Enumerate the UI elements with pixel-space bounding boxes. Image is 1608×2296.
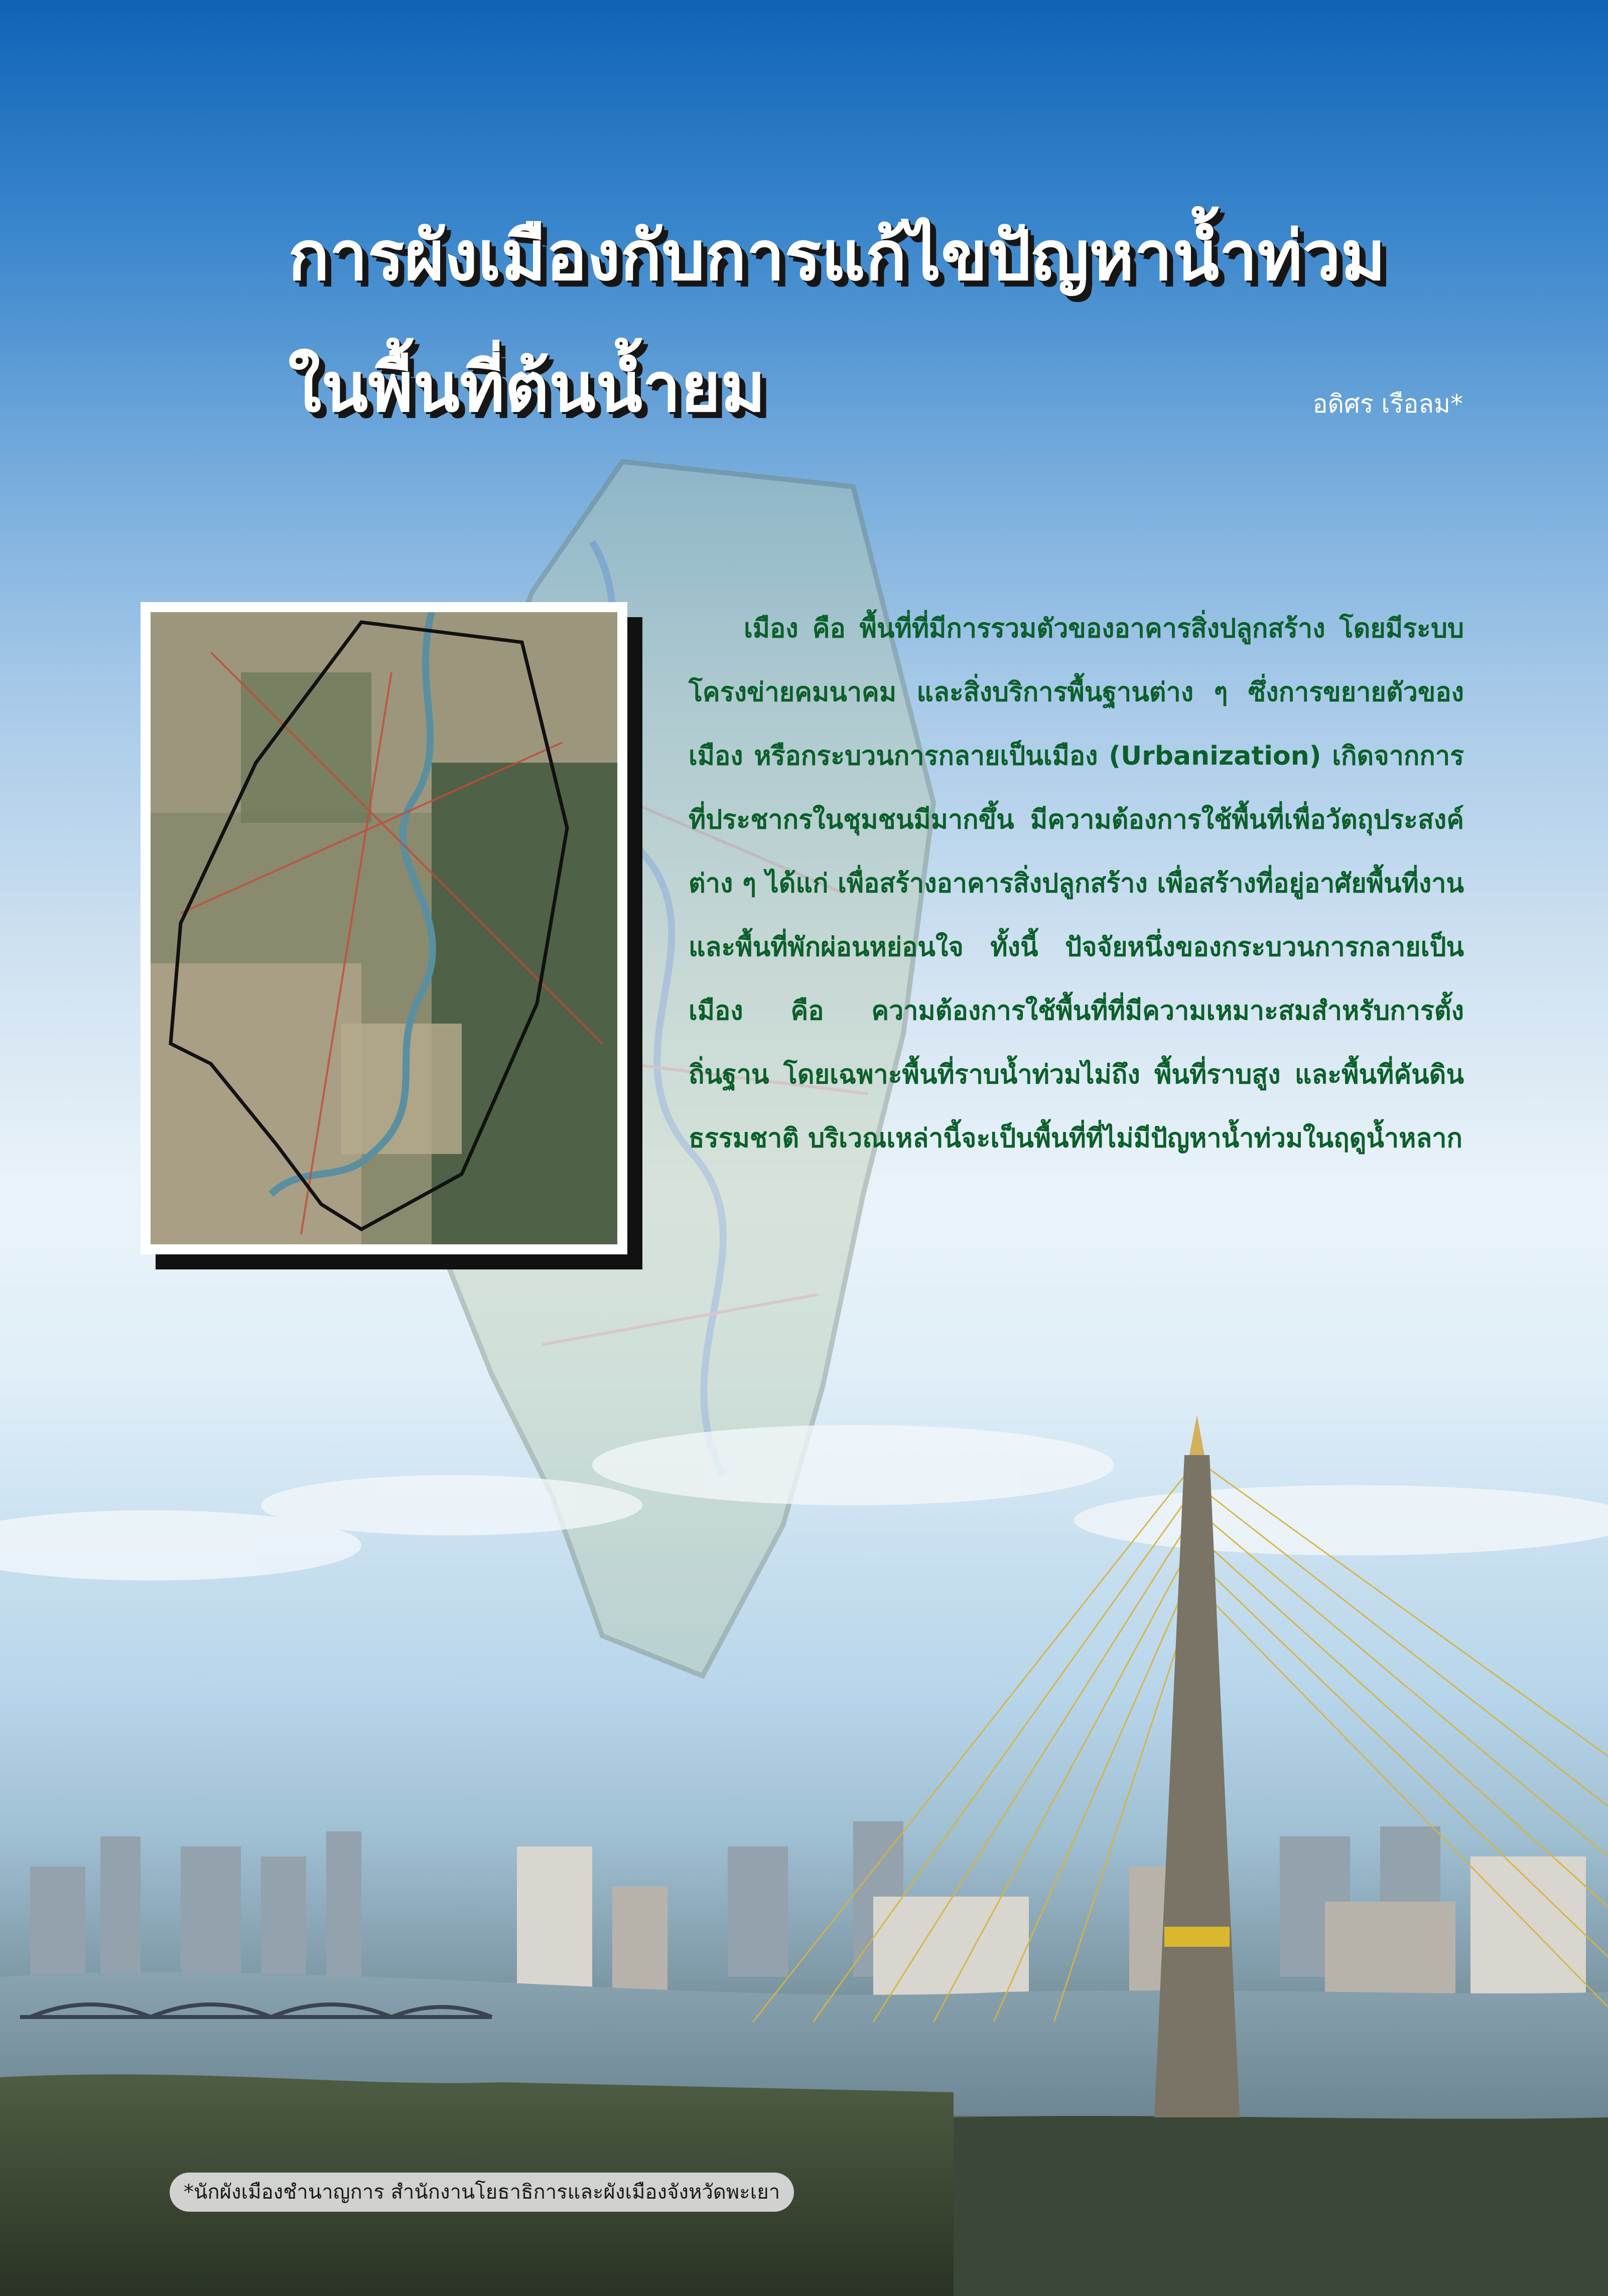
article-body: เมือง คือ พื้นที่ที่มีการรวมตัวของอาคารสิ่งปลูกสร้าง โดยมีระบบโครงข่ายคมนาคม และสิ่งบริการพื้นฐานต่าง ๆ ซึ่งการขยายตัวของเมือง หรือกระบวนการกลายเป็นเมือง (Urbanization) เกิดจากการที่ประชากรในชุมชนมีมากขึ้น มีความต้องการใช้พื้นที่เพื่อวัตถุประสงค์ต่าง ๆ ได้แก่ เพื่อสร้างอาคารสิ่งปลูกสร้าง เพื่อสร้างที่อยู่อาศัยพื้นที่งานและพื้นที่พักผ่อนหย่อนใจ ทั้งนี้ ปัจจัยหนึ่งของกระบวนการกลายเป็นเมือง คือ ความต้องการใช้พื้นที่ที่มีความเหมาะสมสำหรับการตั้งถิ่นฐาน โดยเฉพาะพื้นที่ราบน้ำท่วมไม่ถึง พื้นที่ราบสูง และพื้นที่คันดินธรรมชาติ บริเวณเหล่านี้จะเป็นพื้นที่ที่ไม่มีปัญหาน้ำท่วมในฤดูน้ำหลาก xyxy=(689,614,1464,1154)
satellite-map-figure xyxy=(141,602,627,1254)
author-footnote: *นักผังเมืองชำนาญการ สำนักงานโยธาธิการและผังเมืองจังหวัดพะเยา xyxy=(170,2173,794,2212)
satellite-map-image xyxy=(151,612,617,1244)
title-line-2: ในพื้นที่ต้นน้ำยม xyxy=(288,348,766,427)
city-bridge-scene xyxy=(0,1355,1608,2296)
title-line-1: การผังเมืองกับการแก้ไขปัญหาน้ำท่วม xyxy=(288,217,1386,296)
author-name: อดิศร เรือลม* xyxy=(1312,389,1463,418)
